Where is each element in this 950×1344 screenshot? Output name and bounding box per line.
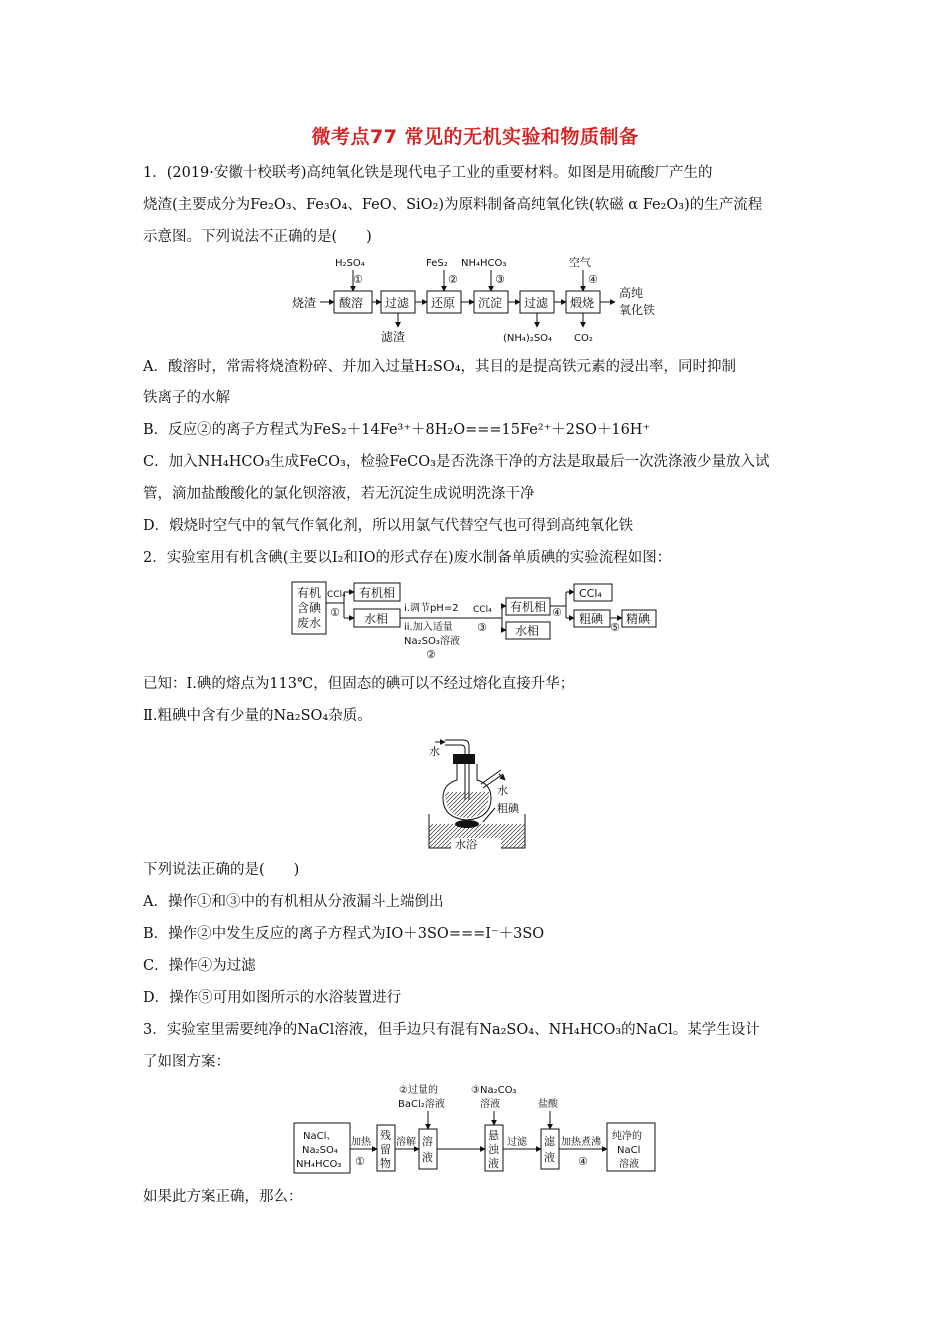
- q1-option-a-line2: 铁离子的水解: [143, 390, 230, 406]
- q1-flow-box-2: 过滤: [385, 296, 410, 310]
- q2-water-phase-1: 水相: [364, 612, 389, 626]
- q3-product-1: 纯净的: [612, 1131, 642, 1142]
- q3-solution-1: 溶: [422, 1135, 433, 1148]
- q3-residue-1: 残: [380, 1129, 391, 1142]
- q1-input-mark-2: ②: [448, 273, 458, 286]
- q1-input-mark-1: ①: [353, 273, 363, 286]
- q2-step2-mark: ②: [426, 648, 436, 661]
- q1-flow-product-line1: 高纯: [619, 286, 644, 300]
- q2-known-2: Ⅱ.粗碘中含有少量的Na₂SO₄杂质。: [143, 708, 372, 724]
- q2-known-1: 已知：Ⅰ.碘的熔点为113℃，但固态的碘可以不经过熔化直接升华；: [143, 676, 575, 692]
- q2-step2-line2: ii.加入适量: [404, 622, 453, 633]
- q3-suspension-2: 浊: [488, 1143, 499, 1156]
- apparatus-water-in-label: 水: [429, 745, 440, 758]
- q3-solution-2: 液: [422, 1151, 433, 1164]
- q3-filtrate-1: 滤: [544, 1135, 555, 1148]
- q3-heat1-mark: ①: [355, 1155, 365, 1168]
- q3-filtrate-2: 液: [544, 1151, 555, 1164]
- q2-step3-reagent: CCl₄: [473, 605, 492, 615]
- q2-step3-mark: ③: [477, 621, 487, 634]
- q3-suspension-1: 悬: [488, 1129, 499, 1142]
- q1-flow-product-line2: 氧化铁: [619, 303, 656, 317]
- q3-start-1: NaCl、: [303, 1131, 337, 1142]
- q1-option-c-line2: 管，滴加盐酸酸化的氯化钡溶液，若无沉淀生成说明洗涤干净: [143, 486, 535, 502]
- q2-source-1: 有机: [297, 586, 322, 600]
- q2-option-b: B．操作②中发生反应的离子方程式为IO＋3SO===I⁻＋3SO: [143, 926, 545, 942]
- q3-add-na2co3-1: ③Na₂CO₃: [471, 1085, 517, 1096]
- q1-input-fes2: FeS₂: [426, 258, 448, 269]
- q1-flow-diagram: [290, 253, 670, 348]
- q2-question: 下列说法正确的是( ): [143, 862, 300, 878]
- q1-stem-line1: 1．(2019·安徽十校联考)高纯氧化铁是现代电子工业的重要材料。如图是用硫酸厂产生的: [143, 165, 713, 181]
- q2-option-a: A．操作①和③中的有机相从分液漏斗上端倒出: [143, 894, 444, 910]
- q3-suspension-3: 液: [488, 1157, 499, 1170]
- apparatus-water-out-label: 水: [497, 784, 508, 797]
- q1-option-d: D．煅烧时空气中的氧气作氧化剂，所以用氯气代替空气也可得到高纯氧化铁: [143, 518, 634, 534]
- q2-step5-mark: ⑤: [610, 621, 620, 634]
- q3-boil-label: 加热煮沸: [561, 1137, 601, 1148]
- q3-start-2: Na₂SO₄: [302, 1145, 338, 1156]
- q2-step4-mark: ④: [552, 606, 562, 619]
- q1-flow-box-1: 酸溶: [339, 296, 364, 310]
- q2-option-d: D．操作⑤可用如图所示的水浴装置进行: [143, 990, 402, 1006]
- page-title: 微考点77 常见的无机实验和物质制备: [311, 126, 639, 148]
- q2-source-3: 废水: [297, 616, 322, 630]
- q3-filter-label: 过滤: [507, 1137, 527, 1148]
- q3-stem-line2: 了如图方案：: [143, 1054, 230, 1070]
- q3-heat1-label: 加热: [351, 1137, 371, 1148]
- q3-flow-diagram: [293, 1083, 658, 1178]
- q1-input-h2so4: H₂SO₄: [335, 258, 365, 269]
- q3-residue-2: 留: [380, 1143, 391, 1156]
- q1-flow-box-4: 沉淀: [478, 296, 503, 310]
- q2-organic-phase-2: 有机相: [510, 600, 547, 614]
- q1-output-residue: 滤渣: [381, 330, 406, 344]
- q3-stem-line1: 3．实验室里需要纯净的NaCl溶液，但手边只有混有Na₂SO₄、NH₄HCO₃的NaCl。某学生设计: [143, 1022, 760, 1038]
- q3-residue-3: 物: [380, 1157, 391, 1170]
- q3-add-bacl2-2: BaCl₂溶液: [398, 1099, 445, 1110]
- q1-flow-start: 烧渣: [292, 296, 317, 310]
- q1-option-a-line1: A．酸溶时，常需将烧渣粉碎、并加入过量H₂SO₄，其目的是提高铁元素的浸出率，同时抑制: [143, 359, 737, 375]
- q2-step1-mark: ①: [330, 606, 340, 619]
- q1-input-nh4hco3: NH₄HCO₃: [461, 258, 507, 269]
- q2-flow-diagram: [290, 578, 660, 666]
- q2-organic-phase-1: 有机相: [359, 586, 396, 600]
- q2-water-phase-2: 水相: [515, 624, 540, 638]
- q3-add-bacl2-1: ②过量的: [399, 1085, 438, 1096]
- q3-boil-mark: ④: [578, 1155, 588, 1168]
- q2-step1-reagent: CCl₄: [327, 590, 346, 600]
- q3-add-hcl: 盐酸: [538, 1099, 558, 1110]
- q2-ccl4-product: CCl₄: [579, 587, 602, 600]
- q3-add-na2co3-2: 溶液: [480, 1099, 500, 1110]
- q1-stem-line2: 烧渣(主要成分为Fe₂O₃、Fe₃O₄、FeO、SiO₂)为原料制备高纯氧化铁(软磁 α Fe₂O₃)的生产流程: [143, 197, 763, 213]
- apparatus-water-bath-label: 水浴: [455, 838, 477, 851]
- q1-input-mark-4: ④: [588, 273, 598, 286]
- q3-product-3: 溶液: [619, 1159, 639, 1170]
- q1-flow-box-3: 还原: [431, 296, 456, 310]
- q2-source-2: 含碘: [297, 601, 322, 615]
- q1-option-c-line1: C．加入NH₄HCO₃生成FeCO₃，检验FeCO₃是否洗涤干净的方法是取最后一次洗涤液少量放入试: [143, 454, 770, 470]
- q1-option-b: B．反应②的离子方程式为FeS₂＋14Fe³⁺＋8H₂O===15Fe²⁺＋2SO＋16H⁺: [143, 422, 651, 438]
- q2-option-c: C．操作④为过滤: [143, 958, 256, 974]
- q3-tail: 如果此方案正确，那么：: [143, 1189, 303, 1205]
- q2-step2-line1: i.调节pH=2: [404, 603, 459, 614]
- q2-stem: 2．实验室用有机含碘(主要以I₂和IO的形式存在)废水制备单质碘的实验流程如图：: [143, 550, 672, 566]
- q2-step2-line3: Na₂SO₃溶液: [404, 636, 460, 647]
- q1-output-nh4so4: (NH₄)₂SO₄: [503, 333, 553, 344]
- q1-input-air: 空气: [569, 256, 591, 269]
- q1-flow-box-6: 煅烧: [570, 296, 595, 310]
- apparatus-crude-iodine-label: 粗碘: [497, 802, 519, 815]
- q3-start-3: NH₄HCO₃: [296, 1159, 342, 1170]
- q2-water-bath-apparatus: [425, 740, 530, 852]
- q1-input-mark-3: ③: [495, 273, 505, 286]
- q1-flow-box-5: 过滤: [524, 296, 549, 310]
- q2-pure-iodine: 精碘: [626, 612, 651, 626]
- q3-dissolve-label: 溶解: [396, 1137, 416, 1148]
- q3-product-2: NaCl: [617, 1145, 641, 1156]
- q2-crude-iodine: 粗碘: [579, 612, 604, 626]
- q1-output-co2: CO₂: [574, 333, 593, 344]
- q1-stem-line3: 示意图。下列说法不正确的是( ): [143, 229, 372, 245]
